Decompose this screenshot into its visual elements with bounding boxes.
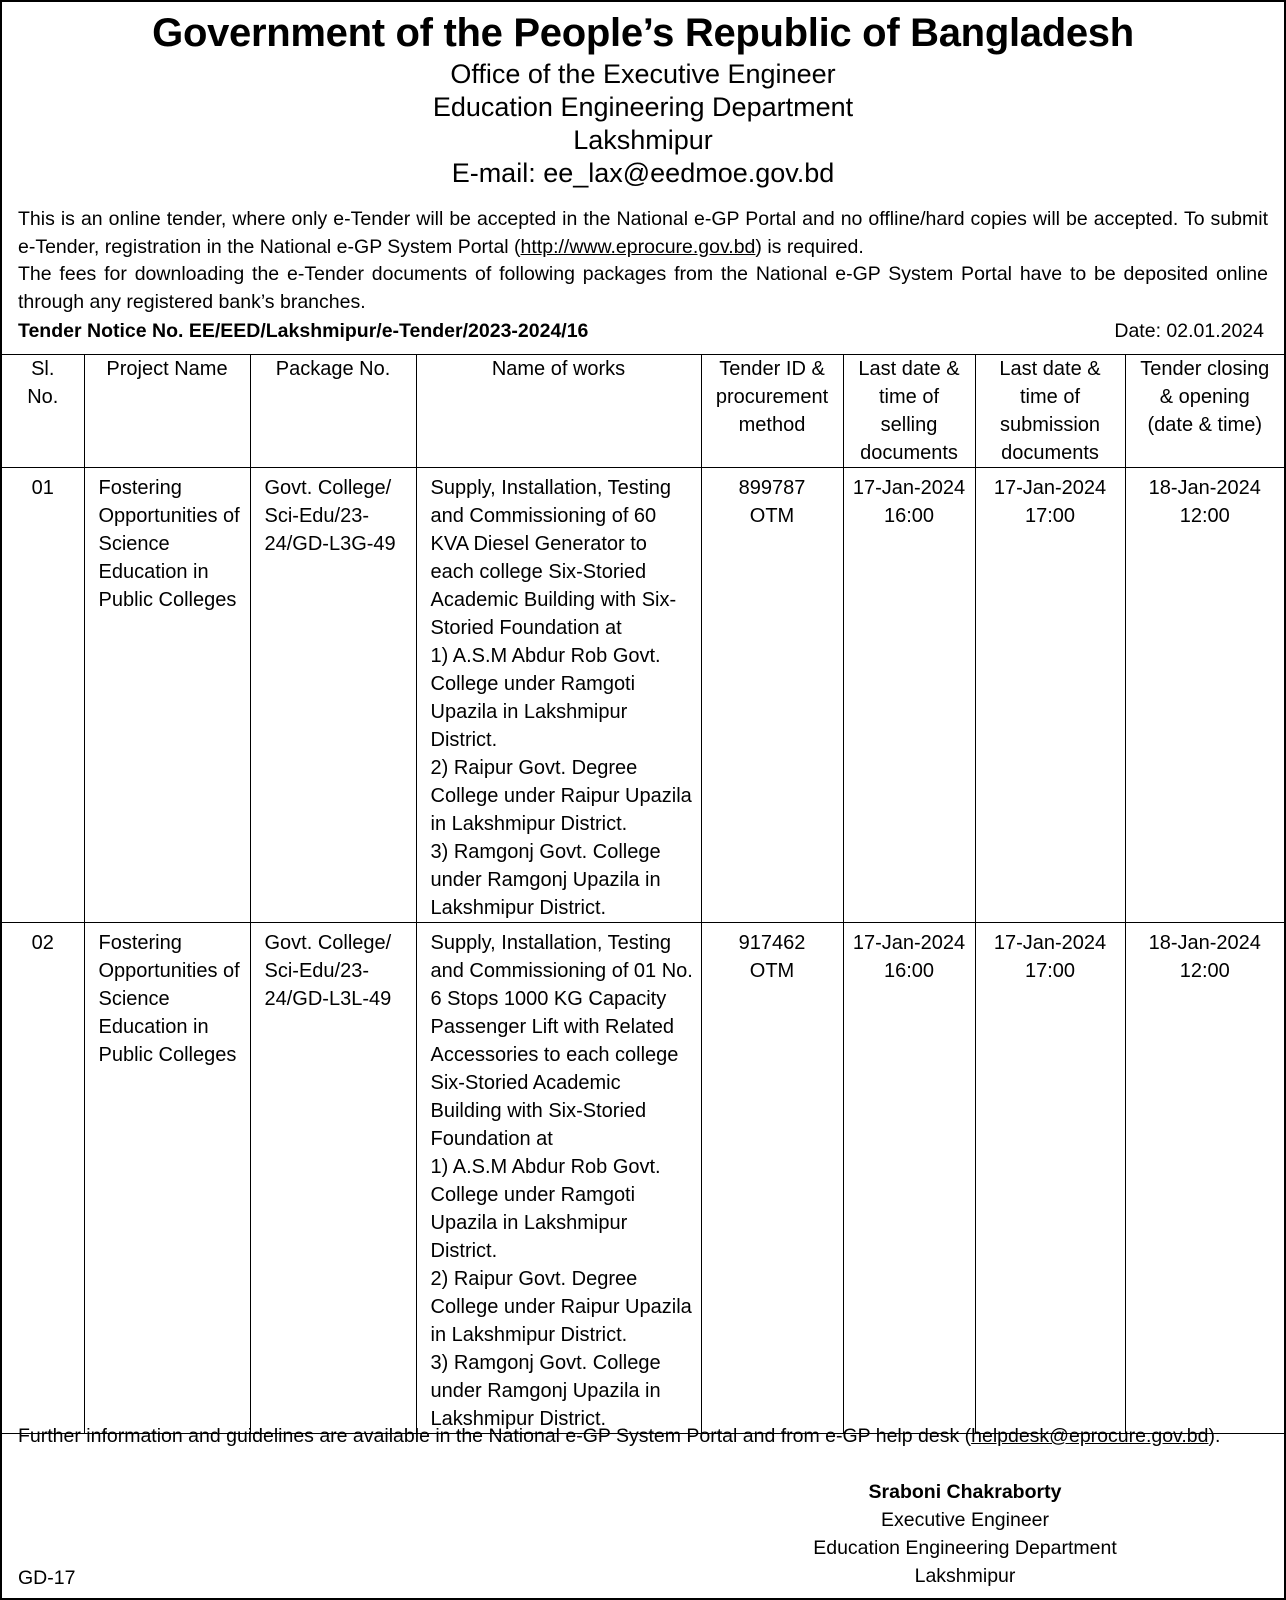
col-header-submission: Last date & time of submission documents (975, 355, 1125, 468)
intro-paragraph-1 (18, 206, 1268, 261)
office-name: Office of the Executive Engineer (450, 59, 836, 89)
cell-sl: 02 (2, 923, 84, 1434)
cell-works: Supply, Installation, Testing and Commissioning of 60 KVA Diesel Generator to each college Six-Storied Academic Building with Six- Storied Foundation at 1) A.S.M Abdur Rob Govt. College under Ramgoti Upazila in Lakshmipur District. 2) Raipur Govt. Degree College under Raipur Upazila in Lakshmipur District. 3) Ramgonj Govt. College under Ramgonj Upazila in Lakshmipur District. (416, 468, 701, 923)
cell-tender-id: 917462 OTM (701, 923, 843, 1434)
cell-closing: 18-Jan-2024 12:00 (1125, 468, 1284, 923)
cell-closing: 18-Jan-2024 12:00 (1125, 923, 1284, 1434)
cell-works: Supply, Installation, Testing and Commissioning of 01 No. 6 Stops 1000 KG Capacity Passenger Lift with Related Accessories to each college Six-Storied Academic Building with Six-Storied Foundation at 1) A.S.M Abdur Rob Govt. College under Ramgoti Upazila in Lakshmipur District. 2) Raipur Govt. Degree College under Raipur Upazila in Lakshmipur District. 3) Ramgonj Govt. College under Ramgonj Upazila in Lakshmipur District. (416, 923, 701, 1434)
cell-project: Fostering Opportunities of Science Education in Public Colleges (84, 923, 250, 1434)
eprocure-link[interactable]: http://www.eprocure.gov.bd (520, 235, 756, 258)
helpdesk-email-link[interactable]: helpdesk@eprocure.gov.bd (971, 1425, 1209, 1447)
col-header-tender-id: Tender ID & procurement method (701, 355, 843, 468)
government-title: Government of the People’s Republic of Bangladesh (152, 11, 1134, 55)
cell-sl: 01 (2, 468, 84, 923)
cell-tender-id: 899787 OTM (701, 468, 843, 923)
cell-submission: 17-Jan-2024 17:00 (975, 923, 1125, 1434)
further-info (18, 1422, 1220, 1450)
col-header-package: Package No. (250, 355, 416, 468)
district-name: Lakshmipur (573, 125, 713, 155)
table-row (2, 923, 1284, 1434)
tender-table (2, 354, 1284, 1434)
col-header-sl: Sl. No. (2, 355, 84, 468)
cell-submission: 17-Jan-2024 17:00 (975, 468, 1125, 923)
col-header-project: Project Name (84, 355, 250, 468)
further-info-text: Further information and guidelines are available in the National e-GP System Portal and from e-GP help desk ( (18, 1425, 972, 1447)
cell-selling: 17-Jan-2024 16:00 (843, 468, 975, 923)
table-row (2, 468, 1284, 923)
intro-text (18, 206, 1268, 316)
col-header-selling: Last date & time of selling documents (843, 355, 975, 468)
intro-p1-end: ) is required. (755, 235, 864, 258)
cell-package: Govt. College/ Sci-Edu/23- 24/GD-L3G-49 (250, 468, 416, 923)
tender-notice-number: Tender Notice No. EE/EED/Lakshmipur/e-Tender/2023-2024/16 (18, 320, 589, 342)
signature-block (742, 1478, 1188, 1590)
cell-project: Fostering Opportunities of Science Education in Public Colleges (84, 468, 250, 923)
intro-p1-text: This is an online tender, where only e-Tender will be accepted in the National e-GP Portal and no offline/hard copies will be accepted. To submit e-Tender, registration in the National e-GP System Portal ( (18, 208, 1268, 258)
col-header-works: Name of works (416, 355, 701, 468)
signatory-department: Education Engineering Department (813, 1537, 1117, 1559)
notice-row (18, 318, 1264, 344)
intro-paragraph-2: The fees for downloading the e-Tender documents of following packages from the National e-GP System Portal have to be deposited online through any registered bank’s branches. (18, 263, 1268, 313)
col-header-closing: Tender closing & opening (date & time) (1125, 355, 1284, 468)
document-code: GD-17 (18, 1567, 76, 1589)
table-header-row (2, 355, 1284, 468)
cell-package: Govt. College/ Sci-Edu/23- 24/GD-L3L-49 (250, 923, 416, 1434)
signatory-designation: Executive Engineer (880, 1509, 1050, 1531)
department-name: Education Engineering Department (432, 92, 854, 122)
cell-selling: 17-Jan-2024 16:00 (843, 923, 975, 1434)
office-email: E-mail: ee_lax@eedmoe.gov.bd (451, 158, 835, 188)
signatory-district: Lakshmipur (914, 1565, 1016, 1587)
further-info-end: ). (1208, 1425, 1221, 1447)
letterhead (2, 8, 1284, 190)
signatory-name: Sraboni Chakraborty (868, 1481, 1062, 1503)
notice-date: Date: 02.01.2024 (1114, 320, 1264, 342)
